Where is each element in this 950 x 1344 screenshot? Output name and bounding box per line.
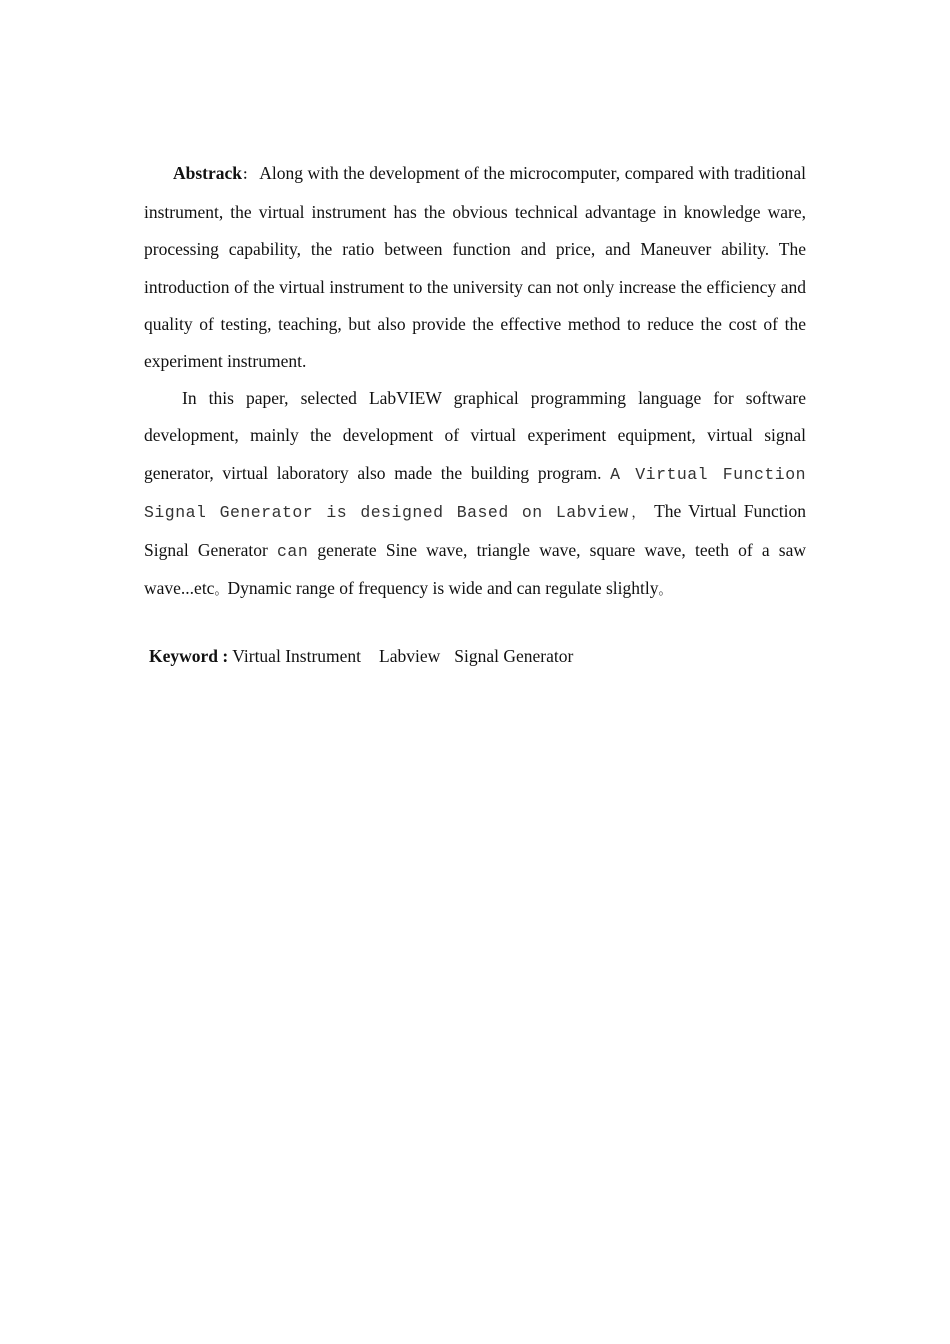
- keywords-line: [149, 638, 573, 675]
- abstract-paragraph-2: [144, 380, 806, 609]
- abstract-paragraph-2-period-2: 。: [658, 583, 672, 599]
- keyword-item: Signal Generator: [454, 646, 574, 666]
- abstract-paragraph-1-text: Along with the development of the microcomputer, compared with traditional instrument, the virtual instrument has the obvious technical advantage in knowledge ware, processing capability, the ratio between function and price, and Maneuver ability. The introduction of the virtual instrument to the university can not only increase the efficiency and quality of testing, teaching, but also provide the effective method to reduce the cost of the experiment instrument.: [144, 163, 806, 372]
- abstract-paragraph-2-period-1: 。: [214, 583, 228, 599]
- keyword-item: Virtual Instrument: [232, 646, 362, 666]
- abstract-paragraph-2-start: In this paper, selected LabVIEW graphical programming language for software development, mainly the development of virtual experiment equipment, virtual signal generator, virtual laboratory also made the building program.: [144, 388, 806, 483]
- abstract-paragraph-1: [144, 155, 806, 380]
- abstract-paragraph-2-can: can: [277, 542, 309, 562]
- abstract-paragraph-2-mono: A Virtual Function Signal Generator is designed Based on Labview: [144, 464, 806, 522]
- abstract-paragraph-2-end: generate Sine wave, triangle wave, square wave, teeth of a saw wave...etc: [144, 540, 807, 599]
- abstract-paragraph-2-tail: Dynamic range of frequency is wide and can regulate slightly: [227, 578, 659, 599]
- keywords-label: Keyword :: [149, 646, 229, 666]
- abstract-paragraph-2-mid: The Virtual Function Signal Generator: [144, 500, 806, 561]
- abstract-label-colon: ：: [242, 168, 256, 183]
- keyword-item: Labview: [379, 646, 441, 666]
- abstract-paragraph-2-comma: ，: [628, 505, 648, 521]
- abstract-label: Abstrack: [173, 163, 243, 183]
- abstract-section: [144, 155, 806, 609]
